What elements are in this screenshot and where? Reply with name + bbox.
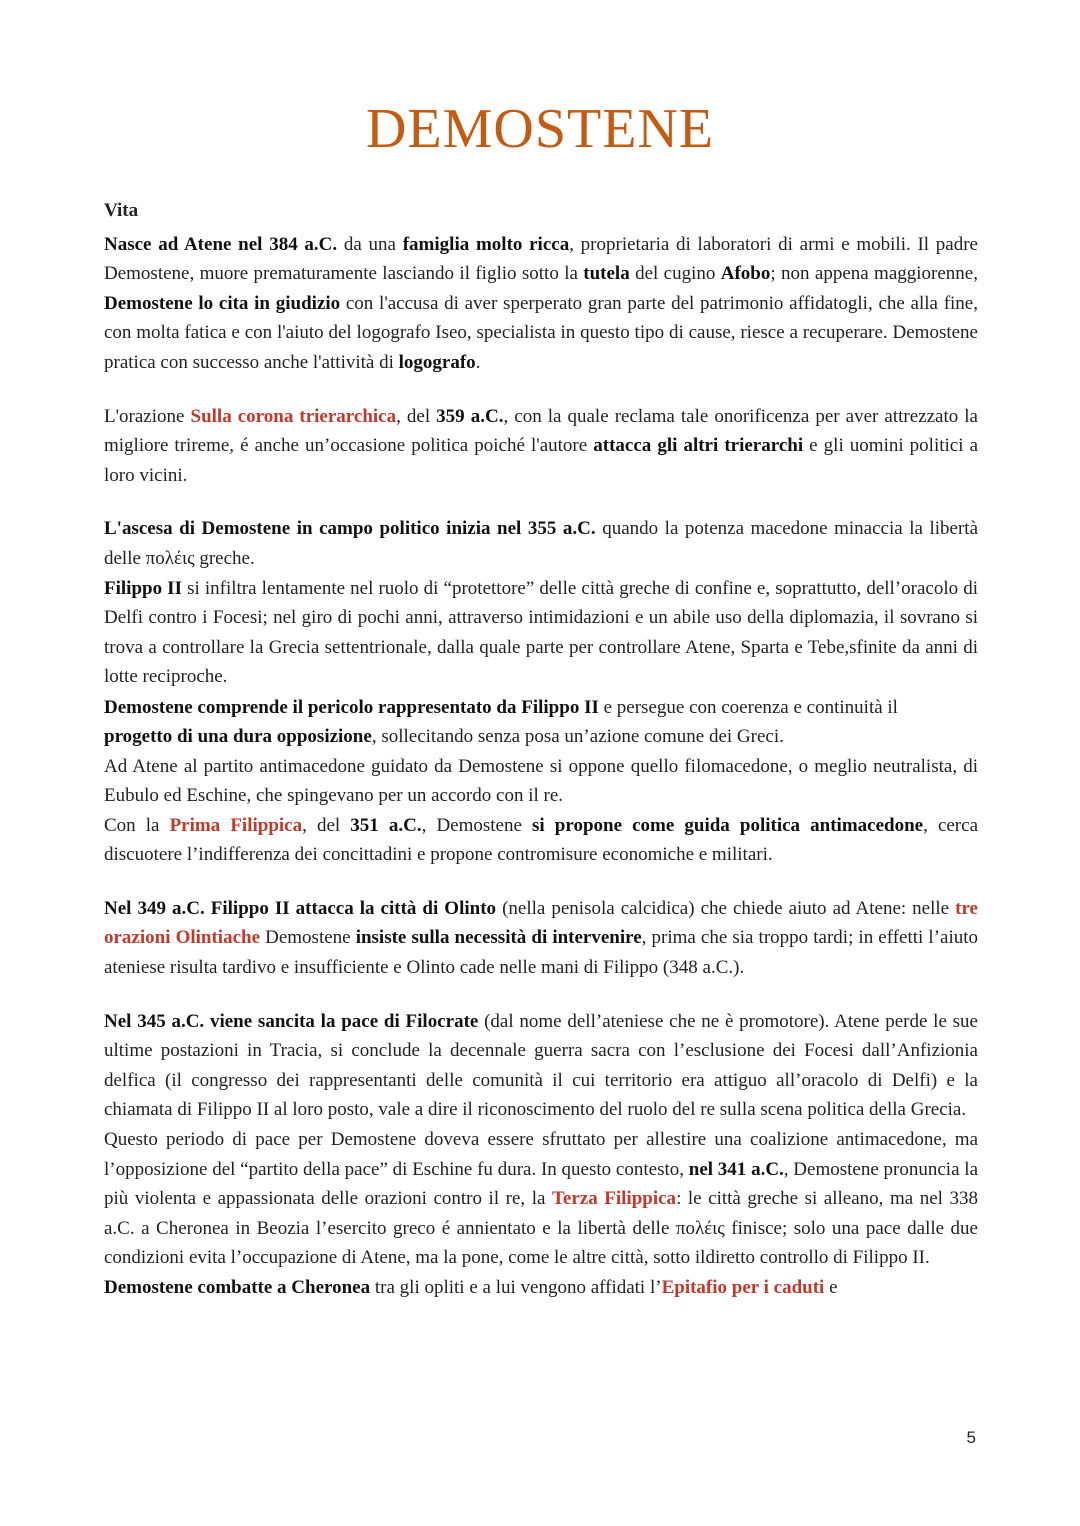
page-title: DEMOSTENE xyxy=(365,98,715,160)
paragraph-prima-filippica xyxy=(104,811,978,870)
text-run: quando la potenza macedone minaccia la libertà delle πολέις greche. xyxy=(104,518,979,569)
paragraph-danger xyxy=(104,692,978,722)
filocrate-statement: Nel 345 a.C. viene sancita la pace di Filocrate xyxy=(104,1010,479,1032)
afobo-name: Afobo xyxy=(720,263,771,285)
work-title-olintiache: tre orazioni Olintiache xyxy=(104,897,978,949)
olinto-statement: Nel 349 a.C. Filippo II attacca la città di Olinto xyxy=(104,897,497,919)
intervention-statement: insiste sulla necessità di intervenire xyxy=(355,927,642,949)
text-run: , Demostene xyxy=(421,814,533,836)
text-run: e persegue con coerenza e continuità il xyxy=(598,696,898,718)
rich-family: famiglia molto ricca xyxy=(402,233,570,255)
text-run: (nella penisola calcidica) che chiede aiuto ad Atene: nelle xyxy=(496,897,956,919)
danger-statement: Demostene comprende il pericolo rappresentato da Filippo II xyxy=(104,696,599,718)
text-run: da una xyxy=(337,233,403,255)
document-body xyxy=(104,196,978,1303)
work-title-prima-filippica: Prima Filippica xyxy=(169,814,303,836)
paragraph-cheronea xyxy=(104,1273,978,1303)
text-run: ; non appena maggiorenne, xyxy=(770,263,978,285)
attack-statement: attacca gli altri trierarchi xyxy=(593,435,804,457)
paragraph-opposition xyxy=(104,722,978,752)
text-run: , Demostene pronuncia la più violenta e appassionata delle orazioni contro il re, la xyxy=(104,1158,978,1210)
paragraph-terza-filippica xyxy=(104,1125,978,1273)
cheronea-statement: Demostene combatte a Cheronea xyxy=(104,1277,371,1298)
text-run: Con la xyxy=(104,814,170,836)
date-359: 359 a.C. xyxy=(436,405,504,427)
work-title-corona: Sulla corona trierarchica xyxy=(190,405,397,427)
text-run: si infiltra lentamente nel ruolo di “protettore” delle città greche di confine e, soprattutto, dell’oracolo di Delfi contro i Focesi; nel giro di pochi anni, attraverso intimidazioni e un abile uso della diplomazia, il sovrano si trova a controllare la Grecia settentrionale, dalla quale parte per controllare Atene, Sparta e Tebe,sfinite da anni di lotte reciproche. xyxy=(104,577,978,688)
tutela-term: tutela xyxy=(583,263,630,285)
paragraph-political-rise xyxy=(104,514,978,573)
text-run: . xyxy=(475,351,481,373)
text-run: del cugino xyxy=(629,263,721,285)
text-run: e xyxy=(824,1277,838,1298)
text-run: tra gli opliti e a lui vengono affidati l’ xyxy=(370,1277,662,1298)
guide-statement: si propone come guida politica antimacedone xyxy=(532,814,924,836)
paragraph-parties: Ad Atene al partito antimacedone guidato da Demostene si oppone quello filomacedone, o meglio neutralista, di Eubulo ed Eschine, che spingevano per un accordo con il re. xyxy=(104,755,978,807)
text-run: Demostene xyxy=(260,927,356,949)
opposition-project: progetto di una dura opposizione xyxy=(104,725,372,747)
text-run: , cerca discuotere l’indifferenza dei concittadini e propone contromisure economiche e militari. xyxy=(104,814,978,866)
date-341: nel 341 a.C. xyxy=(688,1158,784,1180)
section-heading-vita: Vita xyxy=(104,200,139,221)
date-351: 351 a.C. xyxy=(350,814,422,836)
paragraph-filocrate xyxy=(104,1007,978,1125)
text-run: con l'accusa di aver sperperato gran parte del patrimonio affidatogli, che alla fine, con molta fatica e con l'aiuto del logografo Iseo, specialista in questo tipo di cause, riesce a recuperare. Demostene pratica con successo anche l'attività di xyxy=(104,292,978,373)
text-run: Questo periodo di pace per Demostene doveva essere sfruttato per allestire una coalizione antimacedone, ma l’opposizione del “partito della pace” di Eschine fu dura. In questo contesto, xyxy=(104,1129,978,1180)
lawsuit-statement: Demostene lo cita in giudizio xyxy=(104,292,341,314)
text-run: , del xyxy=(302,814,351,836)
text-run: , prima che sia troppo tardi; in effetti l’aiuto ateniese risulta tardivo e insufficiente e Olinto cade nelle mani di Filippo (348 a.C.). xyxy=(104,927,978,979)
text-run: , sollecitando senza posa un’azione comune dei Greci. xyxy=(371,725,784,747)
text-run: , con la quale reclama tale onorificenza per aver attrezzato la migliore trireme, é anche un’occasione politica poiché l'autore xyxy=(104,405,978,457)
paragraph-birth xyxy=(104,230,978,378)
text-run: L'orazione xyxy=(104,405,191,427)
paragraph-olinto xyxy=(104,894,978,983)
birth-statement: Nasce ad Atene nel 384 a.C. xyxy=(104,233,338,255)
text-run: , proprietaria di laboratori di armi e mobili. Il padre Demostene, muore prematuramente lasciando il figlio sotto la xyxy=(104,233,978,285)
page-number: 5 xyxy=(966,1428,976,1447)
filippo-name: Filippo II xyxy=(104,577,182,599)
logografo-term: logografo xyxy=(398,351,476,373)
text-run: (dal nome dell’ateniese che ne è promotore). Atene perde le sue ultime postazioni in Tracia, si conclude la decennale guerra sacra con l’esclusione dei Focesi dall’Anfizionia delfica (il congresso dei rappresentanti delle comunità il cui territorio era attiguo all’oracolo di Delfi) e la chiamata di Filippo II al loro posto, vale a dire il riconoscimento del ruolo del re sulla scena politica della Grecia. xyxy=(104,1010,978,1121)
paragraph-filippo xyxy=(104,574,978,692)
text-run: e gli uomini politici a loro vicini. xyxy=(104,435,979,486)
political-rise-statement: L'ascesa di Demostene in campo politico inizia nel 355 a.C. xyxy=(104,518,596,540)
text-run: , del xyxy=(396,405,437,427)
work-title-terza-filippica: Terza Filippica xyxy=(551,1188,677,1210)
work-title-epitafio: Epitafio per i caduti xyxy=(661,1277,825,1298)
text-run: : le città greche si alleano, ma nel 338 a.C. a Cheronea in Beozia l’esercito greco é annientato e la libertà delle πολέις finisce; solo una pace dalle due condizioni evita l’occupazione di Atene, ma la pone, come le altre città, sotto ildiretto controllo di Filippo II. xyxy=(104,1188,978,1269)
paragraph-corona-trierarchica xyxy=(104,402,978,491)
